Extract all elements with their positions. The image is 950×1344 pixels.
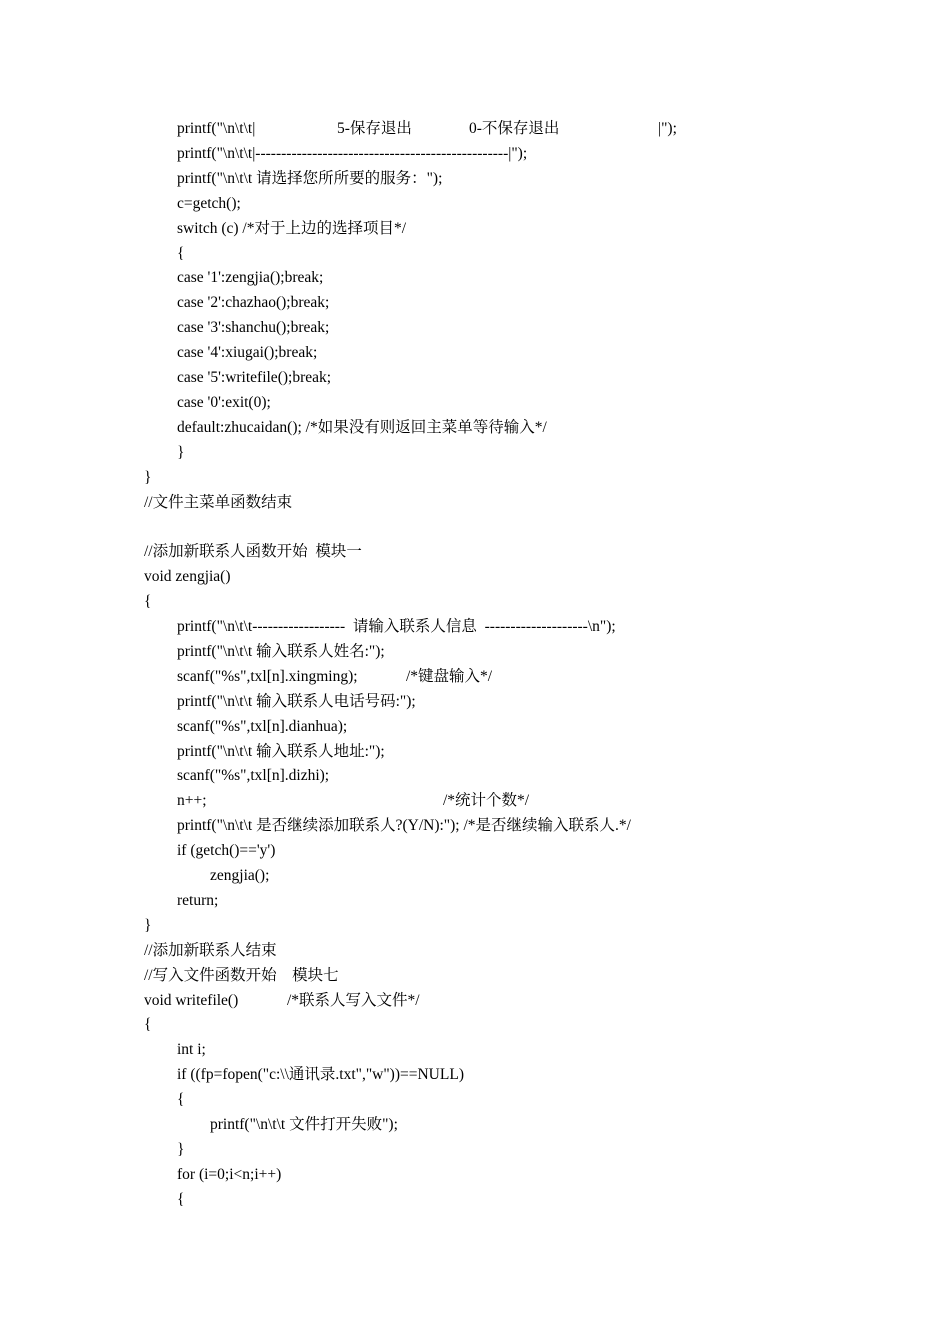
code-line	[0, 1012, 950, 1037]
code-line	[0, 838, 950, 863]
code-text: printf("\n\t\t 输入联系人姓名:");	[177, 642, 385, 660]
code-line	[0, 913, 950, 938]
code-text: void writefile()	[144, 991, 239, 1009]
code-text: printf("\n\t\t 输入联系人地址:");	[177, 742, 385, 760]
code-text: if ((fp=fopen("c:\\通讯录.txt","w"))==NULL)	[177, 1066, 464, 1084]
code-line	[0, 514, 950, 539]
code-line	[0, 216, 950, 241]
code-text: {	[177, 1190, 185, 1208]
code-line	[0, 1062, 950, 1087]
code-text: //添加新联系人函数开始 模块一	[144, 543, 362, 561]
code-text: scanf("%s",txl[n].dianhua);	[177, 717, 348, 735]
code-text: printf("\n\t\t|-------------------------------------------------|");	[177, 144, 528, 162]
code-line	[0, 614, 950, 639]
code-text: //文件主菜单函数结束	[144, 493, 293, 511]
code-line	[0, 365, 950, 390]
code-text: case '3':shanchu();break;	[177, 319, 330, 337]
code-line	[0, 1112, 950, 1137]
code-text: int i;	[177, 1041, 206, 1059]
code-line	[0, 938, 950, 963]
code-text: {	[177, 244, 185, 262]
code-text: zengjia();	[210, 867, 270, 884]
code-text: /*联系人写入文件*/	[287, 991, 420, 1009]
code-text: }	[177, 1140, 185, 1158]
code-line	[0, 116, 950, 141]
code-line	[0, 265, 950, 290]
code-text: case '0':exit(0);	[177, 393, 271, 411]
code-line	[0, 539, 950, 564]
code-text: //添加新联系人结束	[144, 941, 277, 959]
code-text: printf("\n\t\t 请选择您所所要的服务：");	[177, 169, 443, 187]
code-text: printf("\n\t\t|	[177, 120, 256, 137]
code-text: if (getch()=='y')	[177, 842, 276, 860]
code-line	[0, 490, 950, 515]
code-text: switch (c) /*对于上边的选择项目*/	[177, 219, 407, 237]
code-line	[0, 1037, 950, 1062]
code-line	[0, 988, 950, 1013]
code-line	[0, 315, 950, 340]
code-text: scanf("%s",txl[n].xingming);	[177, 667, 358, 685]
code-line	[0, 1187, 950, 1212]
code-line	[0, 664, 950, 689]
code-line	[0, 589, 950, 614]
code-line	[0, 340, 950, 365]
code-line	[0, 963, 950, 988]
code-text: {	[177, 1091, 185, 1109]
code-line	[0, 714, 950, 739]
code-text: return;	[177, 891, 219, 909]
code-line	[0, 141, 950, 166]
code-text: }	[144, 468, 152, 486]
code-line	[0, 1162, 950, 1187]
code-text: for (i=0;i<n;i++)	[177, 1165, 282, 1183]
code-line	[0, 440, 950, 465]
code-text: //写入文件函数开始 模块七	[144, 966, 339, 984]
code-text: n++;	[177, 792, 207, 810]
code-line	[0, 191, 950, 216]
code-text: printf("\n\t\t------------------ 请输入联系人信息 --------------------\n");	[177, 618, 616, 635]
code-text: case '2':chazhao();break;	[177, 294, 330, 312]
code-text: case '1':zengjia();break;	[177, 269, 324, 287]
code-line	[0, 888, 950, 913]
code-text: /*键盘输入*/	[406, 667, 493, 685]
code-line	[0, 415, 950, 440]
code-text: void zengjia()	[144, 568, 231, 586]
code-line	[0, 689, 950, 714]
code-line	[0, 1087, 950, 1112]
code-line	[0, 863, 950, 888]
code-line	[0, 465, 950, 490]
code-line	[0, 390, 950, 415]
code-line	[0, 166, 950, 191]
code-text: /*统计个数*/	[443, 792, 530, 810]
code-text: default:zhucaidan(); /*如果没有则返回主菜单等待输入*/	[177, 418, 547, 436]
code-text: }	[144, 916, 152, 934]
code-text: }	[177, 443, 185, 461]
code-text: printf("\n\t\t 是否继续添加联系人?(Y/N):"); /*是否继续输入联系人.*/	[177, 817, 631, 835]
code-line	[0, 639, 950, 664]
code-text: printf("\n\t\t 文件打开失败");	[210, 1116, 398, 1133]
code-text: 5-保存退出	[337, 120, 412, 137]
code-line	[0, 739, 950, 764]
code-text: {	[144, 1016, 152, 1034]
code-text: 0-不保存退出	[469, 120, 560, 137]
code-line	[0, 564, 950, 589]
code-text: case '4':xiugai();break;	[177, 344, 318, 362]
code-line	[0, 813, 950, 838]
code-text: {	[144, 593, 152, 611]
code-line	[0, 788, 950, 813]
code-line	[0, 1137, 950, 1162]
code-text: scanf("%s",txl[n].dizhi);	[177, 767, 330, 785]
code-line	[0, 290, 950, 315]
code-text: printf("\n\t\t 输入联系人电话号码:");	[177, 692, 416, 710]
code-line	[0, 241, 950, 266]
code-line	[0, 763, 950, 788]
code-text: c=getch();	[177, 194, 241, 212]
code-text: |");	[658, 120, 677, 137]
code-text: case '5':writefile();break;	[177, 369, 332, 386]
